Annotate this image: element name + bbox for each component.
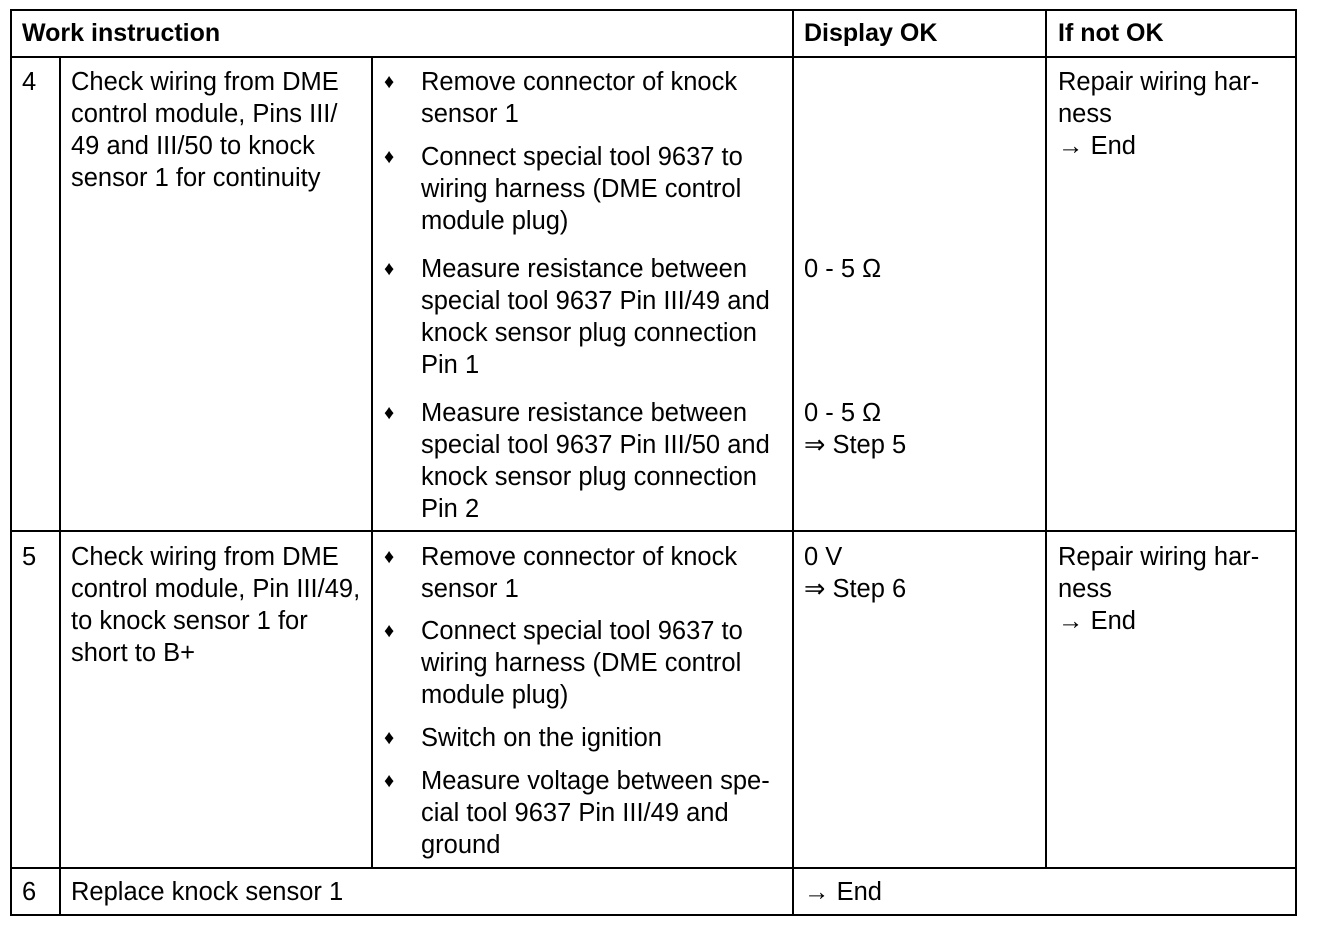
instruction-4: Check wiring from DME control module, Pins III/ 49 and III/50 to knock sensor 1 for continuity: [71, 68, 339, 192]
header-divider: [10, 56, 1297, 58]
bullet-icon: ♦: [384, 258, 395, 280]
action-5-2: Connect special tool 9637 to wiring harness (DME control module plug): [421, 617, 743, 709]
bullet-icon: ♦: [384, 146, 395, 168]
action-4-4: Measure resistance between special tool 9637 Pin III/50 and knock sensor plug connection Pin 2: [421, 399, 770, 523]
header-work-instruction: Work instruction: [22, 19, 221, 47]
bullet-icon: ♦: [384, 620, 395, 642]
table-border-right: [1295, 9, 1297, 916]
bullet-icon: ♦: [384, 546, 395, 568]
table-border-left: [10, 9, 12, 916]
bullet-icon: ♦: [384, 71, 395, 93]
action-5-4: Measure voltage between spe- cial tool 9637 Pin III/49 and ground: [421, 767, 770, 859]
bullet-icon: ♦: [384, 402, 395, 424]
table-border-top: [10, 9, 1297, 11]
display-ok-5-1: 0 V ⇒ Step 6: [804, 543, 907, 603]
display-ok-4-2: 0 - 5 Ω ⇒ Step 5: [804, 399, 907, 459]
header-if-not-ok: If not OK: [1058, 19, 1164, 47]
if-not-ok-5: Repair wiring har- ness → End: [1058, 543, 1260, 635]
display-ok-6-1: → End: [804, 878, 882, 906]
row-divider-4-5: [10, 530, 1297, 532]
header-display-ok: Display OK: [804, 19, 938, 47]
step-col-divider: [59, 56, 61, 916]
step-number-4: 4: [22, 68, 37, 96]
if-not-ok-4: Repair wiring har- ness → End: [1058, 68, 1260, 160]
bullet-icon: ♦: [384, 770, 395, 792]
row-divider-5-6: [10, 867, 1297, 869]
action-4-1: Remove connector of knock sensor 1: [421, 68, 738, 128]
bullet-icon: ♦: [384, 727, 395, 749]
action-4-2: Connect special tool 9637 to wiring harness (DME control module plug): [421, 143, 743, 235]
instruction-5: Check wiring from DME control module, Pin III/49, to knock sensor 1 for short to B+: [71, 543, 361, 667]
action-5-3: Switch on the ignition: [421, 724, 662, 752]
step-number-6: 6: [22, 878, 37, 906]
action-col-divider: [371, 56, 373, 869]
display-ok-4-1: 0 - 5 Ω: [804, 255, 882, 283]
table-border-bottom: [10, 914, 1297, 916]
action-5-1: Remove connector of knock sensor 1: [421, 543, 738, 603]
display-col-divider: [792, 9, 794, 916]
step-number-5: 5: [22, 543, 37, 571]
notok-col-divider: [1045, 9, 1047, 869]
instruction-6: Replace knock sensor 1: [71, 878, 344, 906]
action-4-3: Measure resistance between special tool 9637 Pin III/49 and knock sensor plug connection Pin 1: [421, 255, 770, 379]
